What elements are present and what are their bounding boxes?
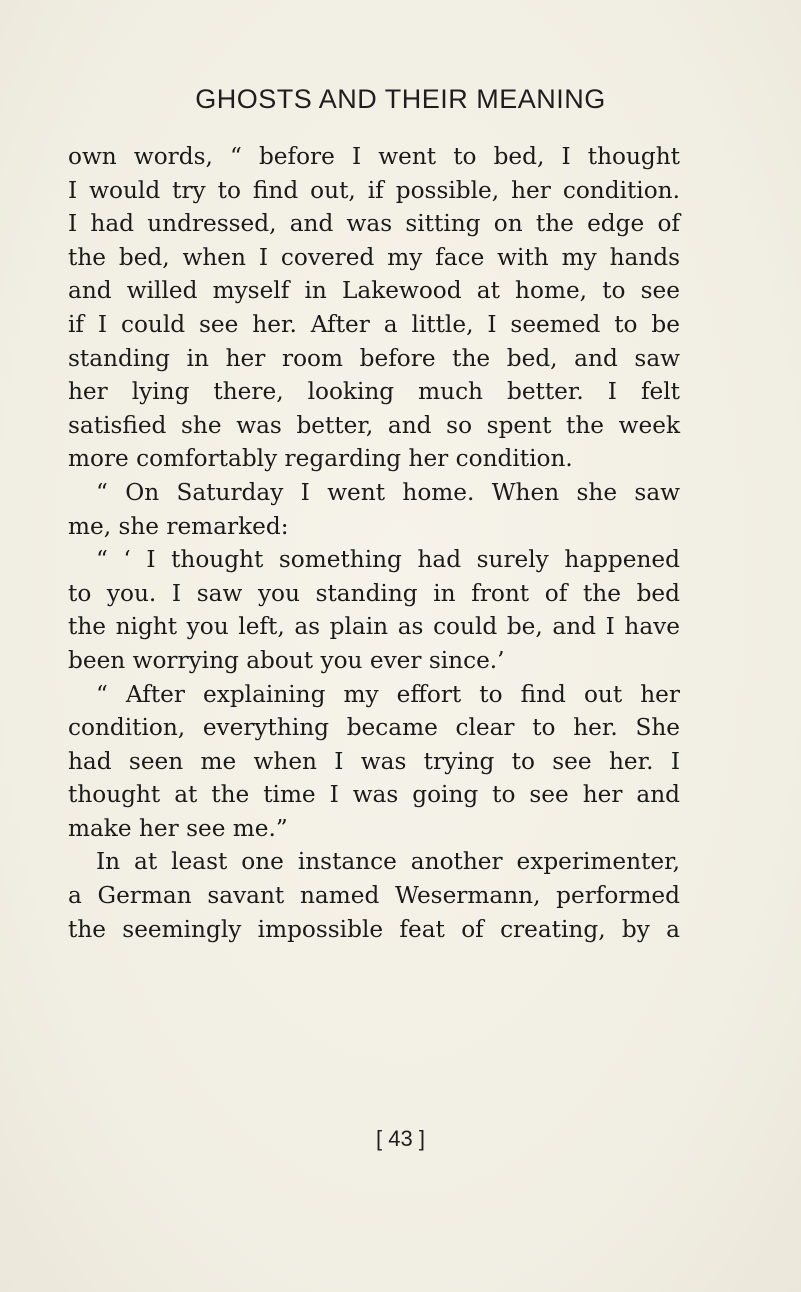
text-line: “ On Saturday I went home. When she saw — [96, 478, 680, 506]
text-line: “ After explaining my effort to find out her — [96, 680, 680, 708]
text-line: I would try to find out, if possible, her condition. — [68, 176, 680, 204]
text-line: her lying there, looking much better. I felt — [68, 378, 680, 406]
text-line: if I could see her. After a little, I seemed to be — [68, 310, 680, 338]
text-line: standing in her room before the bed, and saw — [68, 344, 680, 372]
body-text — [68, 140, 680, 946]
running-head: GHOSTS AND THEIR MEANING — [195, 84, 606, 114]
text-line: a German savant named Wesermann, performed — [68, 882, 680, 910]
text-line: to you. I saw you standing in front of the bed — [68, 579, 680, 607]
text-line: me, she remarked: — [68, 512, 289, 540]
text-line: the seemingly impossible feat of creating, by a — [68, 915, 680, 943]
text-line: make her see me.” — [68, 814, 288, 842]
text-line: satisfied she was better, and so spent the week — [68, 411, 680, 439]
text-line: and willed myself in Lakewood at home, to see — [68, 277, 680, 305]
text-line: more comfortably regarding her condition. — [68, 445, 573, 473]
text-line: In at least one instance another experimenter, — [96, 848, 680, 876]
text-line: “ ‘ I thought something had surely happened — [96, 546, 680, 574]
text-line: I had undressed, and was sitting on the edge of — [68, 210, 680, 238]
text-line: had seen me when I was trying to see her. I — [68, 747, 680, 775]
text-line: the night you left, as plain as could be, and I have — [68, 613, 680, 641]
text-line: thought at the time I was going to see her and — [68, 781, 680, 809]
text-line: the bed, when I covered my face with my hands — [68, 243, 680, 271]
text-line: condition, everything became clear to her. She — [68, 714, 680, 742]
text-line: own words, “ before I went to bed, I thought — [68, 143, 680, 170]
text-line: been worrying about you ever since.’ — [68, 646, 505, 674]
page-number: [ 43 ] — [376, 1126, 425, 1151]
